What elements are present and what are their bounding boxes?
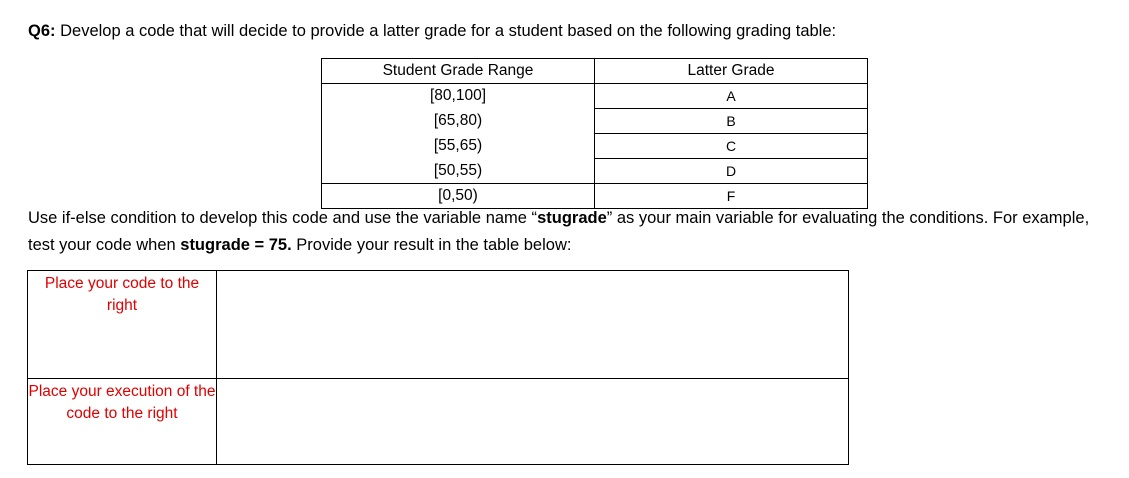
latter-grade-cell: B [595, 109, 868, 134]
latter-grade-cell: C [595, 134, 868, 159]
execution-answer-area[interactable] [217, 379, 849, 465]
grade-range-cell: [65,80) [322, 109, 595, 134]
question-number: Q6: [28, 22, 56, 40]
latter-grade-cell: F [595, 184, 868, 209]
question-title [28, 20, 836, 42]
header-grade-range: Student Grade Range [322, 59, 595, 84]
grade-range-cell: [0,50) [322, 184, 595, 209]
table-row [322, 159, 868, 184]
latter-grade-cell: A [595, 84, 868, 109]
grading-table [321, 58, 868, 209]
instructions-text-2: ” as your main variable for evaluating the conditions. For example, test your code when [28, 209, 1090, 254]
instructions-text-3: Provide your result in the table below: [291, 236, 572, 254]
test-value: stugrade = 75. [180, 236, 292, 254]
answer-table [27, 270, 849, 465]
instructions-paragraph [28, 205, 1108, 259]
grade-range-cell: [55,65) [322, 134, 595, 159]
grade-range-cell: [80,100] [322, 84, 595, 109]
header-latter-grade: Latter Grade [595, 59, 868, 84]
question-text: Develop a code that will decide to provide a latter grade for a student based on the following grading table: [55, 22, 837, 40]
code-answer-area[interactable] [217, 271, 849, 379]
latter-grade-cell: D [595, 159, 868, 184]
table-row [322, 134, 868, 159]
execution-row [28, 379, 849, 465]
table-row [322, 84, 868, 109]
variable-name: stugrade [537, 209, 607, 227]
code-row [28, 271, 849, 379]
execution-label: Place your execution of the code to the right [28, 379, 217, 465]
instructions-text-1: Use if-else condition to develop this code and use the variable name “ [28, 209, 538, 227]
grading-table-header [322, 59, 868, 84]
table-row [322, 109, 868, 134]
grade-range-cell: [50,55) [322, 159, 595, 184]
code-label: Place your code to the right [28, 271, 217, 379]
